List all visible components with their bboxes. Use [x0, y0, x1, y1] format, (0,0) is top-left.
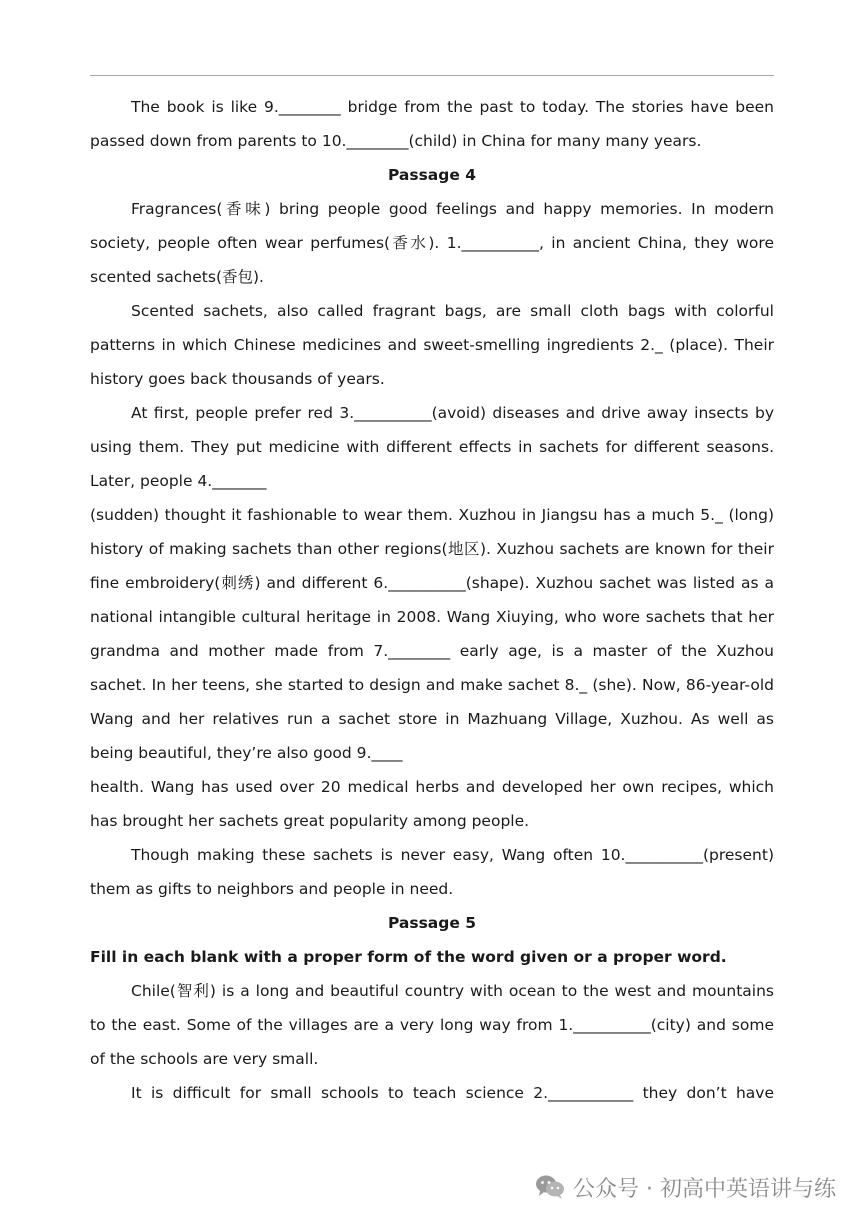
watermark-text: 公众号 · 初高中英语讲与练	[573, 1176, 836, 1202]
watermark	[535, 1171, 836, 1203]
paragraph-book-bridge: The book is like 9.________ bridge from the past to today. The stories have been passed down from parents to 10.________(child) in China for many many years.	[90, 98, 774, 150]
paragraph-scented-sachets: Scented sachets, also called fragrant bags, are small cloth bags with colorful patterns in which Chinese medicines and sweet-smelling ingredients 2._ (place). Their history goes back thousands of years.	[90, 302, 774, 388]
paragraph-fragrances: Fragrances(香味) bring people good feelings and happy memories. In modern society, people often wear perfumes(香水). 1.__________, in ancient China, they wore scented sachets(香包).	[90, 200, 774, 286]
paragraph-though-making: Though making these sachets is never easy, Wang often 10.__________(present) them as gifts to neighbors and people in need.	[90, 846, 774, 898]
paragraph-at-first: At first, people prefer red 3.__________(avoid) diseases and drive away insects by using them. They put medicine with different effects in sachets for different seasons. Later, people 4._______	[90, 404, 774, 490]
passage-5-title: Passage 5	[387, 914, 477, 932]
paragraph-health: health. Wang has used over 20 medical herbs and developed her own recipes, which has brought her sachets great popularity among people.	[90, 778, 774, 830]
document-body	[90, 90, 774, 1110]
paragraph-xuzhou: (sudden) thought it fashionable to wear them. Xuzhou in Jiangsu has a much 5._ (long) history of making sachets than other regions(地区). Xuzhou sachets are known for their fine embroidery(刺绣) and different 6.__________(shape). Xuzhou sachet was listed as a national intangible cultural heritage in 2008. Wang Xiuying, who wore sachets that her grandma and mother made from 7.________ early age, is a master of the Xuzhou sachet. In her teens, she started to design and make sachet 8._ (she). Now, 86-year-old Wang and her relatives run a sachet store in Mazhuang Village, Xuzhou. As well as being beautiful, they’re also good 9.____	[90, 506, 774, 762]
paragraph-small-schools: It is difficult for small schools to teach science 2.___________ they don’t have	[131, 1084, 774, 1102]
paragraph-chile: Chile(智利) is a long and beautiful country with ocean to the west and mountains to the east. Some of the villages are a very long way from 1.__________(city) and some of the schools are very small.	[90, 982, 774, 1068]
passage-5-instruction: Fill in each blank with a proper form of the word given or a proper word.	[90, 948, 727, 966]
passage-4-title: Passage 4	[387, 166, 477, 184]
header-rule	[90, 75, 774, 76]
wechat-icon	[535, 1174, 565, 1200]
